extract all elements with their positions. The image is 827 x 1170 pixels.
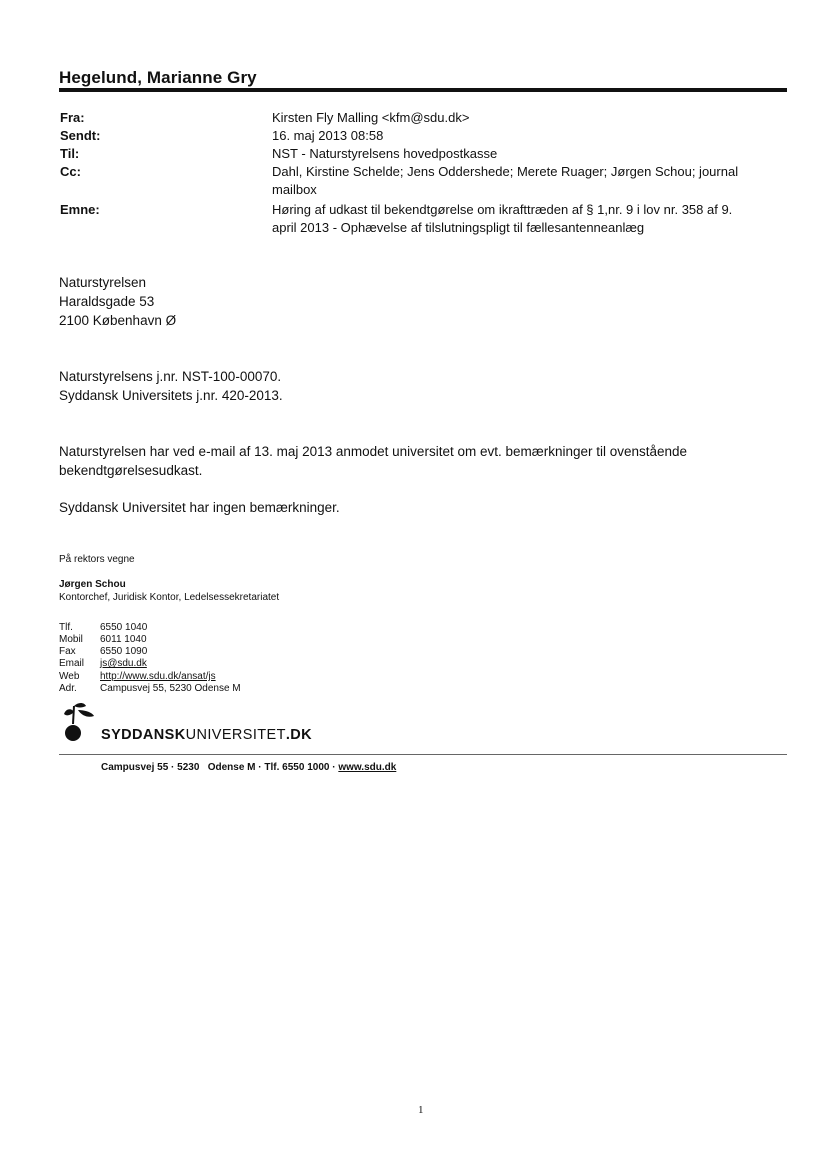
address-line: Haraldsgade 53 — [59, 294, 155, 309]
to-value: NST - Naturstyrelsens hovedpostkasse — [272, 146, 498, 161]
body-paragraph-line: bekendtgørelsesudkast. — [59, 463, 203, 478]
email-link[interactable]: js@sdu.dk — [100, 658, 147, 669]
from-label: Fra: — [60, 110, 85, 125]
from-value: Kirsten Fly Malling <kfm@sdu.dk> — [272, 110, 470, 125]
contact-value: 6550 1090 — [100, 646, 148, 657]
logo-light-part: UNIVERSITET — [185, 727, 286, 743]
sdu-logo-icon — [58, 700, 98, 744]
contact-value: 6011 1040 — [100, 634, 147, 645]
web-link[interactable]: http://www.sdu.dk/ansat/js — [100, 671, 216, 682]
page-title: Hegelund, Marianne Gry — [59, 68, 257, 87]
contact-label: Fax — [59, 646, 76, 657]
contact-label: Adr. — [59, 683, 77, 694]
subject-value-line1: Høring af udkast til bekendtgørelse om ikrafttræden af § 1,nr. 9 i lov nr. 358 af 9. — [272, 202, 733, 217]
contact-value: 6550 1040 — [100, 622, 148, 633]
sent-value: 16. maj 2013 08:58 — [272, 128, 384, 143]
subject-value-line2: april 2013 - Ophævelse af tilslutningspligt til fællesantenneanlæg — [272, 220, 645, 235]
signer-name: Jørgen Schou — [59, 579, 126, 590]
address-line: Naturstyrelsen — [59, 275, 147, 290]
contact-label: Mobil — [59, 634, 83, 645]
logo-wordmark — [101, 727, 312, 743]
body-paragraph-line: Naturstyrelsen har ved e-mail af 13. maj 2013 anmodet universitet om evt. bemærkninger til ovenstående — [59, 444, 688, 459]
reference-line: Naturstyrelsens j.nr. NST-100-00070. — [59, 369, 282, 384]
title-divider — [59, 88, 787, 92]
footer-link[interactable]: www.sdu.dk — [338, 762, 397, 773]
cc-value-line2: mailbox — [272, 182, 317, 197]
signer-position: Kontorchef, Juridisk Kontor, Ledelsessekretariatet — [59, 592, 280, 603]
logo-suffix: .DK — [285, 727, 313, 743]
footer-text: Campusvej 55 · 5230 Odense M · Tlf. 6550 1000 · — [101, 762, 339, 773]
contact-label: Email — [59, 658, 85, 669]
logo-bold-part: SYDDANSK — [101, 727, 186, 743]
footer-divider — [59, 754, 787, 755]
sent-label: Sendt: — [60, 128, 101, 143]
contact-label: Web — [59, 671, 80, 682]
reference-line: Syddansk Universitets j.nr. 420-2013. — [59, 388, 283, 403]
cc-value-line1: Dahl, Kirstine Schelde; Jens Oddershede; Merete Ruager; Jørgen Schou; journal — [272, 164, 739, 179]
to-label: Til: — [60, 146, 80, 161]
contact-label: Tlf. — [59, 622, 73, 633]
contact-value: Campusvej 55, 5230 Odense M — [100, 683, 241, 694]
subject-label: Emne: — [60, 202, 100, 217]
body-paragraph: Syddansk Universitet har ingen bemærkninger. — [59, 500, 340, 515]
page-number: 1 — [418, 1104, 424, 1116]
footer-address — [101, 762, 396, 773]
cc-label: Cc: — [60, 164, 81, 179]
on-behalf-text: På rektors vegne — [59, 554, 135, 565]
address-line: 2100 København Ø — [59, 313, 177, 328]
